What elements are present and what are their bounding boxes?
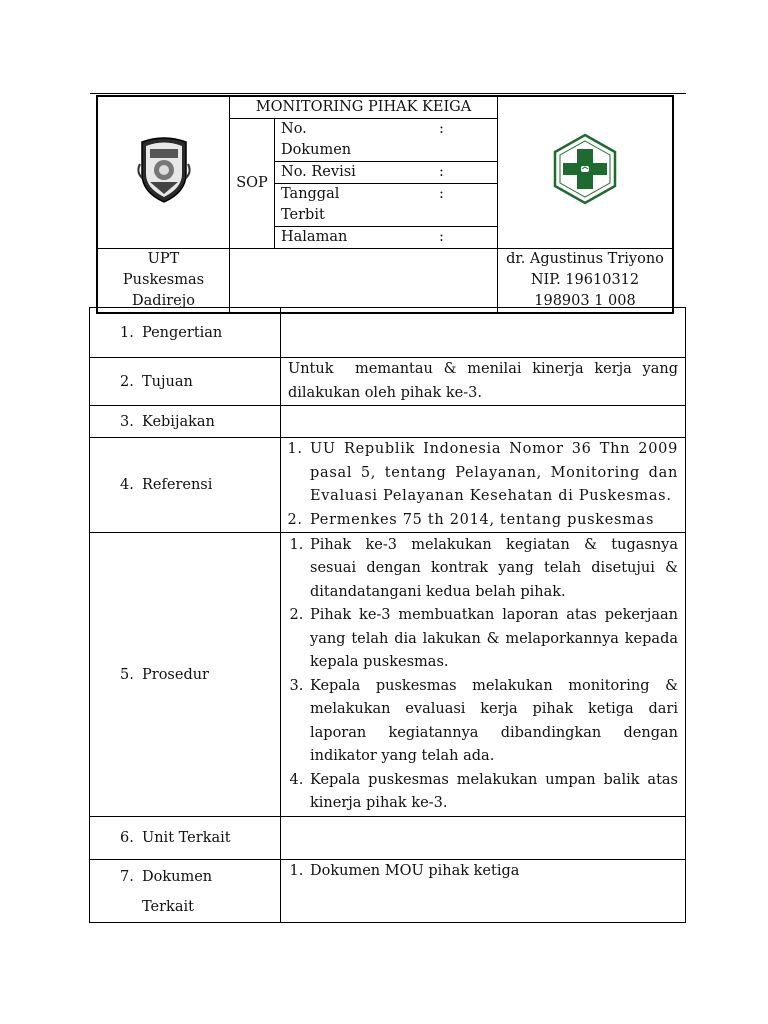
content-kebijakan — [281, 406, 686, 438]
content-prosedur — [281, 533, 686, 817]
field-no-dokumen: No. : Dokumen — [275, 119, 498, 162]
regional-emblem-icon — [136, 134, 192, 204]
row-prosedur — [90, 533, 686, 817]
label-tujuan: 2. Tujuan — [90, 358, 281, 406]
signer-nip: NIP. 19610312 — [530, 272, 640, 288]
row-tujuan — [90, 358, 686, 406]
content-pengertian — [281, 308, 686, 358]
row-kebijakan — [90, 406, 686, 438]
content-dokumen-terkait — [281, 860, 686, 923]
content-unit-terkait — [281, 817, 686, 860]
left-logo-cell — [97, 96, 230, 249]
header-top-rule — [90, 93, 686, 94]
label-referensi: 4. Referensi — [90, 438, 281, 533]
list-item: 1. UU Republik Indonesia Nomor 36 Thn 2009 pasal 5, tentang Pelayanan, Monitoring dan Evaluasi Pelayanan Kesehatan di Puskesmas. — [308, 438, 678, 509]
field-halaman: Halaman : — [275, 227, 498, 249]
sop-label: SOP — [230, 119, 275, 249]
field-no-revisi: No. Revisi : — [275, 162, 498, 184]
list-item: 2. Pihak ke-3 membuatkan laporan atas pekerjaan yang telah dia lakukan & melaporkannya kepada kepala puskesmas. — [308, 604, 678, 675]
row-pengertian — [90, 308, 686, 358]
list-item: 4. Kepala puskesmas melakukan umpan balik atas kinerja pihak ke-3. — [308, 769, 678, 816]
label-prosedur: 5. Prosedur — [90, 533, 281, 817]
document-title: MONITORING PIHAK KEIGA — [230, 96, 498, 119]
list-item: 1. Pihak ke-3 melakukan kegiatan & tugasnya sesuai dengan kontrak yang telah disetujui & ditandatangani kedua belah pihak. — [308, 534, 678, 605]
sop-content-table — [89, 307, 686, 923]
list-item: 2. Permenkes 75 th 2014, tentang puskesmas — [308, 509, 678, 533]
organization-name: UPT Puskesmas Dadirejo — [97, 249, 230, 314]
row-referensi — [90, 438, 686, 533]
content-tujuan: Untuk memantau & menilai kinerja kerja yang dilakukan oleh pihak ke-3. — [281, 358, 686, 406]
row-unit-terkait — [90, 817, 686, 860]
field-tanggal-terbit: Tanggal : Terbit — [275, 184, 498, 227]
row-dokumen-terkait — [90, 860, 686, 923]
sop-header-table — [96, 95, 674, 314]
label-unit-terkait: 6. Unit Terkait — [90, 817, 281, 860]
content-referensi — [281, 438, 686, 533]
list-item: 1. Dokumen MOU pihak ketiga — [308, 860, 678, 884]
label-kebijakan: 3. Kebijakan — [90, 406, 281, 438]
footer-blank-cell — [230, 249, 498, 314]
signer-info: dr. Agustinus Triyono NIP. 19610312 198903 1 008 — [498, 249, 674, 314]
right-logo-cell — [498, 96, 674, 249]
list-item: 3. Kepala puskesmas melakukan monitoring & melakukan evaluasi kerja pihak ketiga dari laporan kegiatannya dibandingkan dengan indikator yang telah ada. — [308, 675, 678, 769]
label-dokumen-terkait: 7. Dokumen Terkait — [90, 860, 281, 923]
label-pengertian: 1. Pengertian — [90, 308, 281, 358]
signer-name: dr. Agustinus Triyono — [506, 251, 664, 267]
puskesmas-cross-logo-icon — [551, 133, 619, 205]
